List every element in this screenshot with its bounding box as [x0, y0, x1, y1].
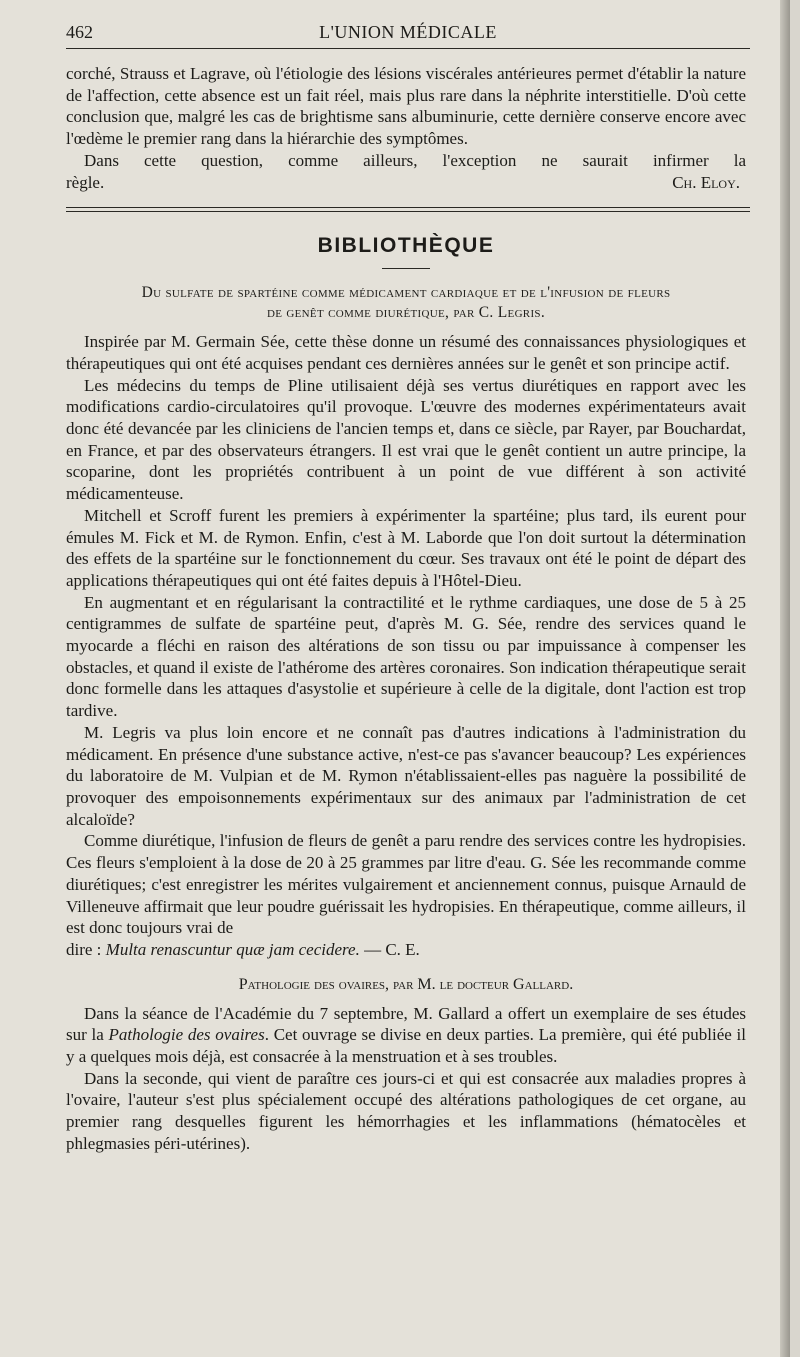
review-paragraph: Dans la seconde, qui vient de paraître ces jours-ci et qui est consacrée aux maladies propres à l'ovaire, l'auteur s'est plus spécialement occupé des altérations pathologiques de cet organe, au premier rang desquelles figurent les hémorrhagies et les inflammations (hématocèles et phlegmasies péri-utérines).: [66, 1068, 746, 1153]
closing-prefix: dire :: [66, 939, 106, 959]
title-underline: [382, 268, 430, 269]
review-paragraph: En augmentant et en régularisant la contractilité et le rythme cardiaques, une dose de 5 à 25 centigrammes de sulfate de spartéine peut, d'après M. G. Sée, rendre des services quand le myocarde a fléchi en raison des altérations de son tissu ou par impuissance à compenser les obstacles, et quand il existe de l'athérome des artères coronaires. Son indication thérapeutique serait donc formelle dans les attaques d'asystolie et supérieure à celle de la digitale, dont l'action est trop tardive.: [66, 592, 746, 721]
page-edge: [780, 0, 790, 1357]
text-run: . Cet ouvrage se divise en deux parties. La première, qui été publiée il y a quelques mois déjà, est consacrée à la menstruation et à ses troubles.: [66, 1025, 746, 1067]
text-run: Dans la séance de l'Académie du 7 septembre, M. Gallard a offert un exemplaire de ses études sur la: [66, 1003, 746, 1045]
reviewer-initials: — C. E.: [359, 939, 420, 959]
section-divider: [66, 207, 750, 212]
author-signature: Ch. Eloy.: [672, 172, 740, 192]
review-paragraph: Mitchell et Scroff furent les premiers à expérimenter la spartéine; plus tard, ils eurent pour émules M. Fick et M. de Rymon. Enfin, c'est à M. Laborde que l'on doit surtout la détermination des effets de la spartéine sur le fonctionnement du cœur. Ses travaux ont été le point de départ des applications thérapeutiques qui ont été faites depuis à l'Hôtel-Dieu.: [66, 505, 746, 590]
review-paragraph: Les médecins du temps de Pline utilisaient déjà ses vertus diurétiques en rapport avec les modifications cardio-circulatoires qu'il provoque. L'œuvre des modernes expérimentateurs avait donc été devancée par les cliniciens de l'ancien temps et, dans ce siècle, par Rayer, par Bouchardat, en France, et par des observateurs étrangers. Il est vrai que le genêt contient un autre principe, la scoparine, dont les propriétés contribuent à un point de vue différent à son activité médicamenteuse.: [66, 375, 746, 504]
section-title: BIBLIOTHÈQUE: [317, 234, 495, 258]
review-closing: [66, 939, 746, 961]
page-number: 462: [66, 22, 93, 42]
closing-paragraph: Dans cette question, comme ailleurs, l'exception ne saurait infirmer la: [84, 150, 746, 170]
running-header: [66, 18, 750, 49]
review-paragraph: [66, 1003, 746, 1068]
review-title-line: de genêt comme diurétique, par C. Legris.: [266, 304, 546, 322]
review-paragraph: M. Legris va plus loin encore et ne connaît pas d'autres indications à l'administration du médicament. En présence d'une substance active, n'est-ce pas s'avancer beaucoup? Les expériences du laboratoire de M. Vulpian et de M. Rymon n'établissaient-elles pas naguère la possibilité de provoquer des empoisonnements expérimentaux sur des animaux par l'administration de cet alcaloïde?: [66, 722, 746, 829]
review-title: Pathologie des ovaires, par M. le docteur Gallard.: [238, 975, 574, 993]
latin-quote: Multa renascuntur quæ jam cecidere.: [105, 939, 360, 959]
continuation-paragraph: corché, Strauss et Lagrave, où l'étiologie des lésions viscérales antérieures permet d'établir la nature de l'affection, cette absence est un fait réel, mais plus rare dans la néphrite interstitielle. D'où cette conclusion que, malgré les cas de brightisme sans albuminurie, cette dernière conserve encore avec l'œdème le premier rang dans la hiérarchie des symptômes.: [66, 64, 746, 149]
review-title: [66, 283, 746, 323]
review-title-line: Du sulfate de spartéine comme médicament cardiaque et de l'infusion de fleurs: [141, 284, 671, 302]
journal-title: L'UNION MÉDICALE: [319, 22, 497, 42]
review-paragraph: Comme diurétique, l'infusion de fleurs de genêt a paru rendre des services contre les hydropisies. Ces fleurs s'emploient à la dose de 20 à 25 grammes par litre d'eau. G. Sée les recommande comme diurétiques; c'est enregistrer les mérites vulgairement et anciennement connus, puisque Arnauld de Villeneuve affirmait que leur poudre guérissait les hydropisies. En thérapeutique, comme ailleurs, il est donc toujours vrai de: [66, 831, 746, 938]
review-paragraph: Inspirée par M. Germain Sée, cette thèse donne un résumé des connaissances physiologiques et thérapeutiques qui ont été acquises pendant ces dernières années sur le genêt et son principe actif.: [66, 332, 746, 373]
closing-word: règle.: [66, 172, 105, 192]
book-title: Pathologie des ovaires: [108, 1025, 265, 1045]
signature-line: [66, 172, 746, 194]
